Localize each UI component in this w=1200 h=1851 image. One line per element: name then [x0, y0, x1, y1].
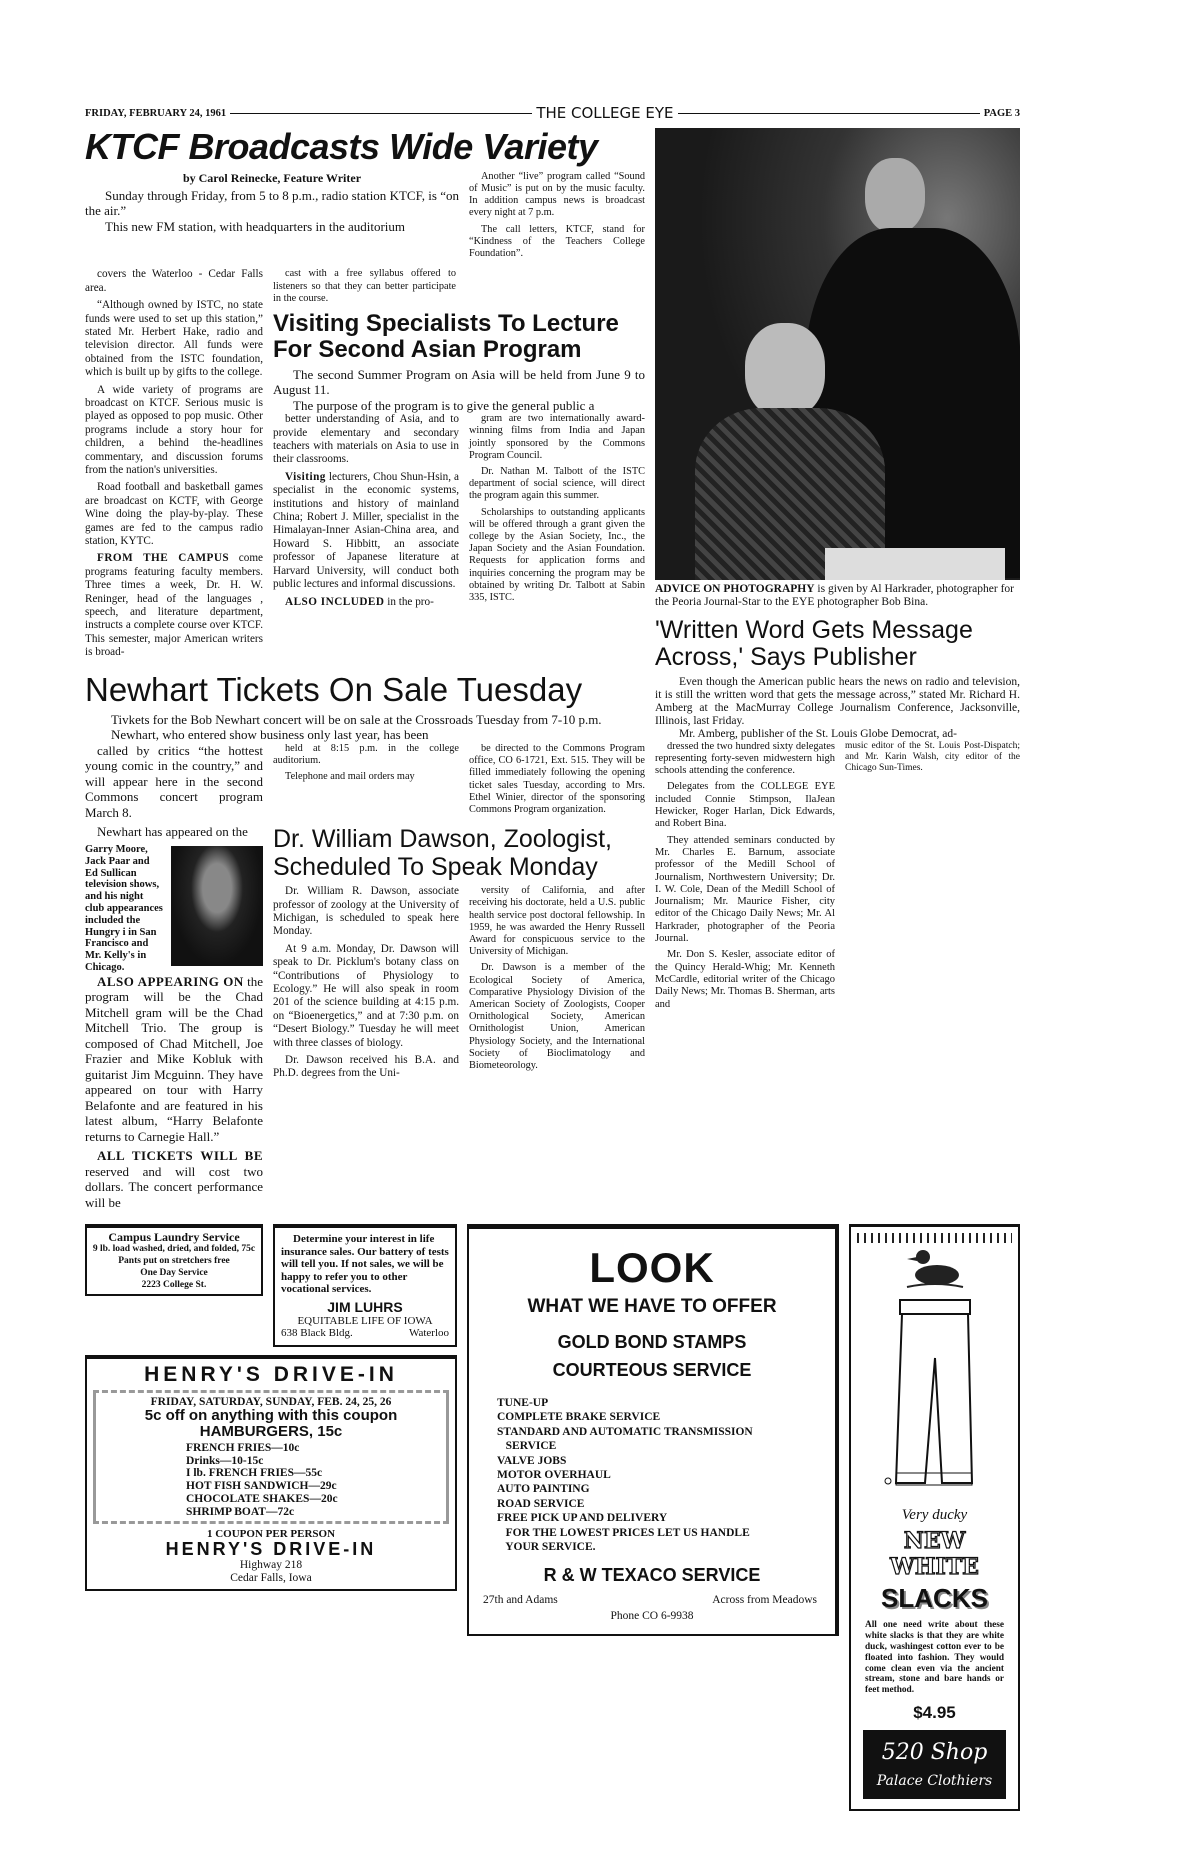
insurance-city: Waterloo: [408, 1327, 449, 1340]
small-ads: [85, 1224, 457, 1347]
paragraph: [469, 962, 645, 1072]
list-item: COMPLETE BRAKE SERVICE: [497, 1411, 661, 1424]
list-item: ROAD SERVICE: [497, 1497, 585, 1510]
newhart-bottom: [85, 743, 645, 1214]
laundry-address: 2223 College St.: [141, 1280, 207, 1291]
asia-column-2: [469, 413, 645, 608]
masthead: [85, 104, 1020, 122]
logo-shop: 520 Shop: [881, 1740, 988, 1766]
slacks-wrap: [857, 1298, 1012, 1503]
ktcf-bottom: [85, 268, 645, 663]
left-area: [85, 128, 645, 1214]
list-item: SHRIMP BOAT—72c: [186, 1505, 295, 1518]
paragraph: [85, 481, 263, 548]
texaco-location: Across from Meadows: [712, 1593, 817, 1606]
written-column-1: [655, 741, 835, 1015]
laundry-line: 9 lb. load washed, dried, and folded, 75c: [92, 1244, 256, 1255]
written-intro-2: Mr. Amberg, publisher of the St. Louis Globe Democrat, ad-: [679, 727, 957, 740]
list-item: Drinks—10-15c: [186, 1454, 264, 1467]
masthead-rule: [230, 113, 532, 114]
ktcf-intro-2: This new FM station, with headquarters in the auditorium: [105, 218, 406, 234]
henrys-address: Highway 218: [239, 1559, 303, 1572]
ktcf-intro: Sunday through Friday, from 5 to 8 p.m., radio station KTCF, is “on the air.”: [85, 187, 459, 219]
paragraph: [273, 1054, 459, 1081]
paragraph-text: Dr. William R. Dawson, associate professor of zoology at the University of Michigan, is scheduled to speak here Monday.: [273, 885, 459, 938]
paragraph-text: be directed to the Commons Program office, CO 6-1721, Ext. 515. They will be filled immediately following the opening ticket sales Tuesday, according to Mrs. Ethel Winier, director of the sponsoring Commons Program organization.: [469, 742, 645, 815]
newhart-column-1-continued: [85, 974, 263, 1211]
paragraph: [85, 1148, 263, 1210]
paragraph: [85, 384, 263, 478]
henrys-title: HENRY'S DRIVE-IN: [144, 1362, 398, 1386]
insurance-text: Determine your interest in life insurance sales. Our battery of tests will tell you. If not sales, we will be happy to refer you to other vocational services.: [281, 1233, 449, 1296]
paragraph: [469, 507, 645, 605]
decorative-border: [857, 1233, 1012, 1243]
paragraph-text: A wide variety of programs are broadcast on KTCF. Serious music is played as opposed to pop music. Other programs include a story hour for children, a behind the-headlines commentary, and discussion forums from the nation's universities.: [85, 383, 263, 476]
paragraph: [469, 466, 645, 503]
paragraph-text: called by critics “the hottest young comic in the country,” and will appear here in the second Commons concert program March 8.: [85, 742, 263, 820]
list-item: I lb. FRENCH FRIES—55c: [186, 1467, 323, 1480]
ktcf-column-1: [85, 268, 263, 663]
logo-clothiers: Palace Clothiers: [876, 1773, 993, 1790]
headline-asian-program: Visiting Specialists To Lecture For Second Asian Program: [273, 309, 619, 363]
texaco-name: R & W TEXACO SERVICE: [543, 1565, 761, 1586]
paragraph-text: Another “live” program called “Sound of Music” is put on by the music faculty. In addition campus news is broadcast every night at 7 p.m.: [469, 170, 645, 219]
paragraph: [273, 596, 459, 609]
paragraph: [655, 835, 835, 946]
ad-campus-laundry: [85, 1224, 263, 1296]
written-intro: Even though the American public hears the news on radio and television, it is still the written word that gets the message across,” stated Mr. Richard H. Amberg at the MacMurray College Journalism Conference, Jacksonville, Illinois, last Friday.: [655, 675, 1020, 727]
photo-figure-standing-head: [865, 158, 925, 233]
paragraph-text: Scholarships to outstanding applicants will be offered through a grant given the college by the Asian Society, Inc., the Japan Society and the Asian Foundation. Requests for application forms and inquiries concerning the program may be obtained by writing Dr. Talbott at Sabin 335, ISTC.: [469, 506, 645, 604]
ad-insurance: [273, 1224, 457, 1347]
ktcf-column-3: [469, 171, 645, 264]
paragraph-text: Dr. Dawson received his B.A. and Ph.D. degrees from the Uni-: [273, 1054, 459, 1080]
paragraph-text: cast with a free syllabus offered to listeners so that they can better participate in the course.: [273, 268, 456, 304]
paragraph-text: held at 8:15 p.m. in the college auditorium.: [273, 742, 459, 767]
paragraph-text: Dr. Nathan M. Talbott of the ISTC department of social science, will direct the program again this summer.: [469, 466, 645, 502]
headline-ktcf: KTCF Broadcasts Wide Variety: [85, 126, 598, 167]
paragraph: [655, 949, 835, 1010]
ad-texaco: [467, 1224, 839, 1636]
henrys-city: Cedar Falls, Iowa: [230, 1572, 312, 1585]
photo-paper: [825, 548, 1005, 580]
newhart-column-1: [85, 743, 263, 840]
slacks-tagline: Very ducky: [901, 1507, 968, 1524]
byline: by Carol Reinecke, Feature Writer: [182, 170, 362, 185]
paragraph: [469, 743, 645, 816]
ktcf-top: [85, 171, 645, 264]
dawson-column-1: [273, 885, 459, 1085]
laundry-title: Campus Laundry Service: [108, 1230, 240, 1245]
ktcf-lead-block: [85, 171, 459, 235]
coupon-offer: 5c off on anything with this coupon: [144, 1406, 398, 1424]
paragraph: [469, 224, 645, 261]
paragraph-text: in the pro-: [384, 595, 434, 608]
paragraph-lead: FROM THE CAMPUS: [97, 552, 230, 565]
insurance-address: 638 Black Bldg.: [281, 1327, 353, 1340]
texaco-services: [497, 1396, 835, 1554]
paragraph: [85, 299, 263, 379]
newhart-portrait-block: [85, 844, 263, 974]
paragraph-text: come programs featuring faculty members. Three times a week, Dr. H. W. Reninger, head of the languages , speech, and literature department, instructs a complete course over KTCF. This semester, major American writers is broad-: [85, 552, 264, 659]
paragraph-text: the program will be the Chad Mitchell gram will be the Chad Mitchell Trio. The group is composed of Chad Mitchell, Joe Frazier and Mike Kobluk with guitarist Jim Mcguinn. They have appeared on tour with Harry Belafonte and are featured in his latest album, “Harry Belafonte returns to Carnegie Hall.”: [85, 973, 263, 1144]
paragraph-lead: ALL TICKETS WILL BE: [97, 1148, 263, 1164]
coupon-special: HAMBURGERS, 15c: [199, 1422, 343, 1440]
caption-lead: ADVICE ON PHOTOGRAPHY: [655, 583, 815, 595]
paper-name: THE COLLEGE EYE: [536, 104, 674, 122]
paragraph-text: Telephone and mail orders may: [285, 771, 415, 783]
paragraph-text: better understanding of Asia, and to provide elementary and secondary teachers with materials on Asia to use in their classrooms.: [273, 413, 459, 466]
list-item: MOTOR OVERHAUL: [497, 1469, 611, 1482]
dawson-column-2: [469, 885, 645, 1076]
paragraph-text: versity of California, and after receiving his doctorate, held a U.S. public health service post doctoral fellowship. In 1959, he was awarded the Henry Russell Award for conspicuous service to the University of Michigan.: [469, 885, 645, 958]
ad-henrys-drive-in: [85, 1355, 457, 1591]
list-item: STANDARD AND AUTOMATIC TRANSMISSION: [497, 1425, 753, 1438]
texaco-address: 27th and Adams: [483, 1593, 558, 1606]
coupon-dates: FRIDAY, SATURDAY, SUNDAY, FEB. 24, 25, 26: [150, 1395, 392, 1408]
list-item: VALVE JOBS: [497, 1454, 567, 1467]
list-item: FRENCH FRIES—10c: [186, 1441, 300, 1454]
paragraph-text: The call letters, KTCF, stand for “Kindness of the Teachers College Foundation”.: [469, 223, 645, 260]
paragraph-text: Mr. Don S. Kesler, associate editor of the Quincy Herald-Whig; Mr. Kenneth McCardle, editorial writer of the Chicago Daily News; Mr. Thomas B. Sherman, arts and: [655, 949, 835, 1010]
paragraph-text: covers the Waterloo - Cedar Falls area.: [85, 268, 263, 294]
paragraph: [273, 885, 459, 939]
ktcf-right: [273, 268, 645, 613]
palace-clothiers-logo: [863, 1730, 1006, 1799]
dawson-columns: [273, 885, 645, 1085]
slacks-price: $4.95: [913, 1702, 956, 1722]
paragraph: [273, 471, 459, 592]
newspaper-page: [85, 104, 1020, 1851]
ads-left: [85, 1224, 457, 1591]
headline-dawson: Dr. William Dawson, Zoologist, Scheduled To Speak Monday: [273, 825, 612, 881]
paragraph: [85, 824, 263, 840]
insurance-name: JIM LUHRS: [327, 1298, 403, 1315]
asia-columns: [273, 413, 645, 613]
paragraph-text: lecturers, Chou Shun-Hsin, a specialist in the economic systems, institutions and history of mainland China; Robert J. Miller, specialist in the Himalayan-Inner Asian-China area, and Howard S. Hibbitt, an associate professor of Japanese literature at Harvard University, will conduct both public lectures and informal discussions.: [273, 470, 459, 591]
slacks-text: All one need write about these white slacks is that they are white duck, washingest cotton ever to be floated into fashion. They would come clean even via the ancient stream, stone and bare hands or feet method.: [865, 1620, 1004, 1696]
paragraph-text: “Although owned by ISTC, no state funds were used to set up this station,” stated Mr. Herbert Hake, radio and television director. All funds were obtained from the ISTC foundation, which is built up by gifts to the college.: [85, 299, 263, 379]
paragraph-text: They attended seminars conducted by Mr. Charles E. Barnum, associate professor of the Medill School of Journalism, Northwestern University; Dr. I. W. Cole, Dean of the Medill School of Journalism; Mr. Maurice Fisher, city editor of the Chicago Daily News; Mr. Al Harkrader, photographer of the Peoria Journal.: [655, 834, 835, 945]
coupon-limit: 1 COUPON PER PERSON: [206, 1527, 336, 1540]
newhart-intro-2: Newhart, who entered show business only last year, has been: [111, 727, 429, 743]
coupon[interactable]: [93, 1390, 449, 1524]
newhart-column-2: [273, 743, 459, 788]
ktcf-column-2: [273, 268, 456, 305]
paragraph: [273, 268, 456, 305]
henrys-title-footer: HENRY'S DRIVE-IN: [165, 1538, 377, 1559]
newhart-right: [273, 743, 645, 1085]
paragraph: [655, 741, 835, 778]
paragraph-text: dressed the two hundred sixty delegates representing forty-seven midwestern high schools attending the conference.: [655, 740, 835, 777]
headline-written-word: 'Written Word Gets Message Across,' Says Publisher: [655, 615, 973, 672]
newhart-intro: Tivkets for the Bob Newhart concert will be on sale at the Crossroads Tuesday from 7-10 p.m.: [111, 711, 602, 727]
list-item: TUNE-UP: [497, 1396, 549, 1409]
duck-icon: [905, 1243, 965, 1293]
paragraph-lead: ALSO APPEARING ON: [97, 973, 244, 989]
paragraph: [85, 552, 263, 659]
list-item: FREE PICK UP AND DELIVERY: [497, 1512, 668, 1525]
asia-intro: The second Summer Program on Asia will be held from June 9 to August 11.: [273, 366, 645, 398]
newhart-column-1-wrap: Garry Moore, Jack Paar and Ed Sullican television shows, and his night club appearances included the Hungry i in San Francisco and Mr. Kelly's in Chicago.: [85, 843, 163, 973]
newhart-column-1-wrapper: [85, 743, 263, 1214]
texaco-look: LOOK: [589, 1244, 715, 1292]
ads-row: [85, 1224, 1020, 1811]
right-area: [655, 128, 1020, 1015]
slacks-title-2: SLACKS: [881, 1583, 988, 1614]
slacks-illustration: [880, 1298, 990, 1498]
paragraph: [469, 413, 645, 462]
written-column-2: music editor of the St. Louis Post-Dispatch; and Mr. Karin Walsh, city editor of the Chicago Sun-Times.: [845, 740, 1020, 773]
caption-text: is given by Al Harkrader, photographer for the Peoria Journal-Star to the EYE photographer Bob Bina.: [655, 583, 1014, 608]
list-item: FOR THE LOWEST PRICES LET US HANDLE: [497, 1526, 750, 1539]
paragraph-text: At 9 a.m. Monday, Dr. Dawson will speak to Dr. Picklum's botany class on “Contributions of Physiology to Ecology.” He will also speak in room 201 of the science building at 4:15 p.m. on “Bioenergetics,” and at 7:30 p.m. on “Desert Biology.” Tuesday he will meet with three classes of biology.: [273, 942, 459, 1049]
texaco-stamps: GOLD BOND STAMPS: [557, 1332, 747, 1353]
menu-list: [186, 1442, 446, 1519]
laundry-line: One Day Service: [140, 1268, 208, 1279]
photo-figure-seated-head: [745, 323, 825, 418]
paragraph-text: Newhart has appeared on the: [97, 824, 248, 840]
paragraph-lead: ALSO INCLUDED: [285, 595, 385, 608]
paragraph: [273, 743, 459, 767]
headline-newhart: Newhart Tickets On Sale Tuesday: [85, 670, 583, 708]
issue-date: FRIDAY, FEBRUARY 24, 1961: [85, 107, 227, 119]
asia-column-1: [273, 413, 459, 613]
texaco-offer: WHAT WE HAVE TO OFFER: [527, 1295, 777, 1317]
written-columns: [655, 741, 1020, 1015]
texaco-courteous: COURTEOUS SERVICE: [552, 1359, 752, 1380]
paragraph: [85, 974, 263, 1145]
paragraph-text: reserved and will cost two dollars. The concert performance will be: [85, 1163, 263, 1210]
paragraph-text: Delegates from the COLLEGE EYE included Connie Stimpson, IlaJean Hewicker, Roger Harlan, Dick Edwards, and Robert Bina.: [655, 781, 835, 830]
list-item: YOUR SERVICE.: [497, 1541, 596, 1554]
paragraph: [273, 943, 459, 1050]
paragraph: [273, 413, 459, 467]
list-item: HOT FISH SANDWICH—29c: [186, 1480, 337, 1493]
paragraph: [469, 885, 645, 958]
main-area: [85, 128, 1020, 1214]
duck-wrap: [857, 1243, 1012, 1298]
paragraph: [655, 781, 835, 830]
page-number: PAGE 3: [983, 107, 1020, 119]
slacks-title-1: NEW WHITE: [890, 1528, 979, 1581]
newhart-portrait: [171, 846, 263, 966]
ad-white-slacks: [849, 1224, 1020, 1811]
masthead-rule: [678, 113, 980, 114]
texaco-address-row: [483, 1594, 817, 1606]
list-item: CHOCOLATE SHAKES—20c: [186, 1493, 338, 1506]
paragraph-text: Dr. Dawson is a member of the Ecological Society of America, Comparative Physiology Division of the American Society of Zoologists, Cooper Ornithological Society, American Ornithologist Union, American Physiology Society, and the International Society of Bioclimatology and Biometeorology.: [469, 962, 645, 1072]
asia-intro-2: The purpose of the program is to give the general public a: [293, 397, 595, 413]
advice-photo: [655, 128, 1020, 580]
paragraph: [85, 268, 263, 295]
paragraph: [273, 771, 459, 783]
insurance-company: EQUITABLE LIFE OF IOWA: [297, 1314, 433, 1327]
laundry-line: Pants put on stretchers free: [118, 1256, 230, 1267]
insurance-address-row: [281, 1327, 449, 1340]
paragraph: [469, 171, 645, 220]
list-item: SERVICE: [497, 1440, 557, 1453]
paragraph-lead: Visiting: [285, 470, 326, 483]
paragraph-text: Road football and basketball games are broadcast on KCTF, with George Wine doing the play-by-play. These games are fed to the campus radio station, KYTC.: [85, 481, 263, 548]
paragraph: [85, 743, 263, 821]
texaco-phone: Phone CO 6-9938: [610, 1609, 694, 1622]
newhart-right-columns: [273, 743, 645, 820]
newhart-column-3: [469, 743, 645, 820]
paragraph-text: gram are two internationally award-winning films from India and Japan jointly sponsored by the Commons Program Council.: [469, 413, 645, 461]
photo-caption: [655, 583, 1020, 609]
list-item: AUTO PAINTING: [497, 1483, 590, 1496]
